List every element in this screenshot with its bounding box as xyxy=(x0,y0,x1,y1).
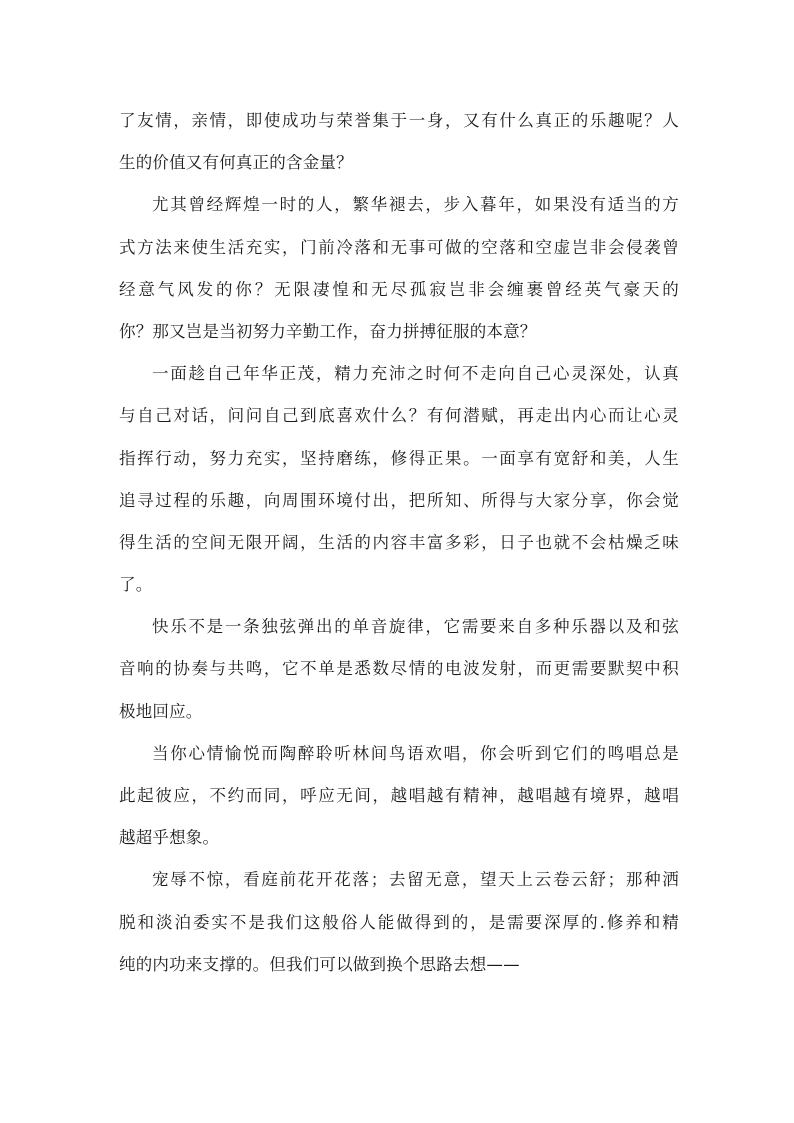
text-line: 脱和淡泊委实不是我们这般俗人能做得到的，是需要深厚的.修养和精 xyxy=(119,912,679,932)
text-line: 与自己对话，问问自己到底喜欢什么？有何潜赋，再走出内心而让心灵 xyxy=(119,406,679,426)
text-line: 生的价值又有何真正的含金量？ xyxy=(119,153,353,173)
text-line: 得生活的空间无限开阔，生活的内容丰富多彩，日子也就不会枯燥乏味 xyxy=(119,532,679,552)
text-line: 了。 xyxy=(119,575,153,595)
text-line: 极地回应。 xyxy=(119,701,203,721)
paragraph-start-line: 快乐不是一条独弦弹出的单音旋律，它需要来自多种乐器以及和弦 xyxy=(152,617,679,637)
paragraph-start-line: 尤其曾经辉煌一时的人，繁华褪去，步入暮年，如果没有适当的方 xyxy=(152,195,679,215)
text-line: 追寻过程的乐趣，向周围环境付出，把所知、所得与大家分享，你会觉 xyxy=(119,490,679,510)
text-line: 此起彼应，不约而同，呼应无间，越唱越有精神，越唱越有境界，越唱 xyxy=(119,786,679,805)
text-line: 越超乎想象。 xyxy=(119,828,220,848)
paragraph-start-line: 宠辱不惊，看庭前花开花落；去留无意，望天上云卷云舒；那种洒 xyxy=(152,870,679,890)
paragraph-start-line: 当你心情愉悦而陶醉聆听林间鸟语欢唱，你会听到它们的鸣唱总是 xyxy=(152,743,679,763)
text-line: 了友情，亲情，即使成功与荣誉集于一身，又有什么真正的乐趣呢？人 xyxy=(119,111,679,130)
text-line: 指挥行动，努力充实，坚持磨练，修得正果。一面享有宽舒和美，人生 xyxy=(119,448,679,468)
text-line: 你？那又岂是当初努力辛勤工作，奋力拼搏征服的本意？ xyxy=(119,321,537,341)
text-line: 音响的协奏与共鸣，它不单是悉数尽情的电波发射，而更需要默契中积 xyxy=(119,659,679,679)
article-body xyxy=(119,100,679,986)
text-line: 纯的内功来支撑的。但我们可以做到换个思路去想—— xyxy=(119,954,520,974)
text-line: 经意气风发的你？无限凄惶和无尽孤寂岂非会缠裹曾经英气豪天的 xyxy=(119,279,679,299)
text-line: 式方法来使生活充实，门前冷落和无事可做的空落和空虚岂非会侵袭曾 xyxy=(119,237,679,257)
paragraph-start-line: 一面趁自己年华正茂，精力充沛之时何不走向自己心灵深处，认真 xyxy=(152,364,679,384)
